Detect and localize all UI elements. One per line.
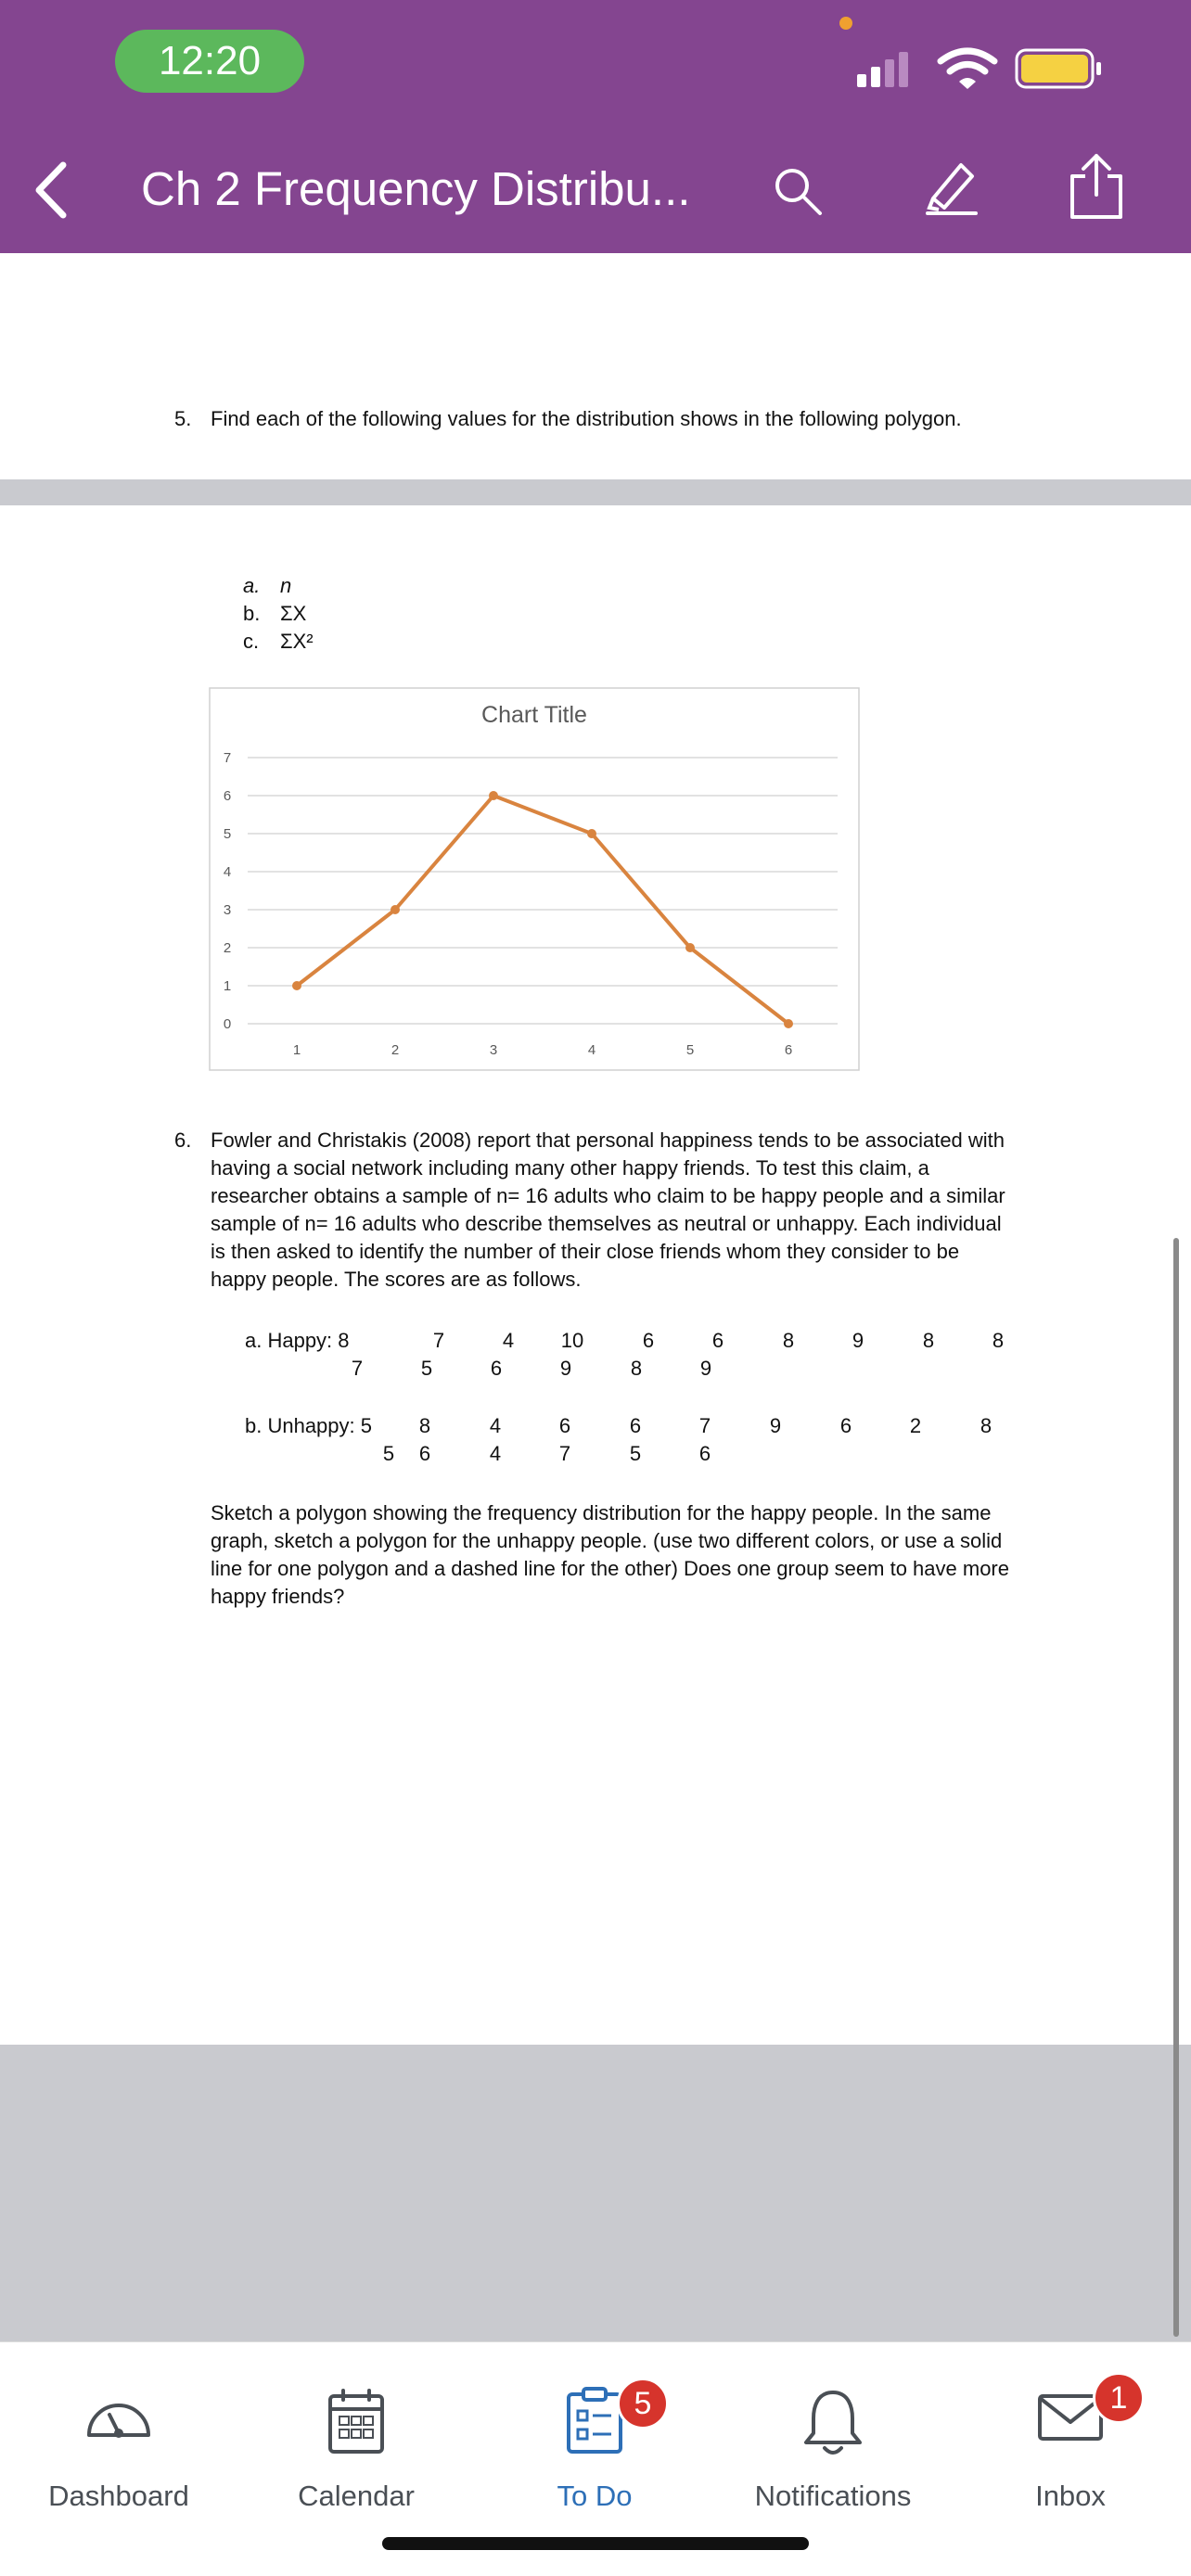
happy-score: 4	[502, 1329, 515, 1352]
chart-title: Chart Title	[481, 702, 587, 728]
tab-inbox-label: Inbox	[1035, 2480, 1106, 2512]
happy-score: 5	[420, 1357, 433, 1380]
tab-inbox[interactable]	[952, 2361, 1189, 2512]
bell-icon	[800, 2387, 865, 2457]
q5-item-b-label: b.	[243, 602, 261, 625]
question-6-line-1: Fowler and Christakis (2008) report that personal happiness tends to be associated with	[211, 1129, 1005, 1152]
question-6-line-5: is then asked to identify the number of their close friends whom they consider to be	[211, 1240, 960, 1263]
chart-frame	[210, 688, 859, 1070]
dashboard-icon	[82, 2387, 156, 2452]
search-icon[interactable]	[772, 165, 824, 217]
happy-score: 9	[559, 1357, 572, 1380]
x-tick-label: 3	[489, 1042, 498, 1058]
sketch-instructions-line-2: graph, sketch a polygon for the unhappy people. (use two different colors, or use a solid	[211, 1529, 1003, 1552]
x-tick-label: 6	[784, 1042, 793, 1058]
inbox-badge: 1	[1093, 2372, 1145, 2424]
happy-score: 7	[351, 1357, 364, 1380]
q5-item-a-text: n	[280, 574, 292, 597]
y-tick-label: 0	[223, 1016, 232, 1032]
tab-dashboard-label: Dashboard	[48, 2480, 189, 2512]
document-page-2	[0, 505, 1191, 2045]
unhappy-score: 8	[980, 1414, 992, 1437]
tab-todo[interactable]	[476, 2361, 713, 2512]
back-button[interactable]	[28, 158, 74, 223]
battery-icon	[1015, 48, 1104, 89]
q5-item-c-text: ΣX²	[280, 630, 314, 653]
sketch-instructions-line-1: Sketch a polygon showing the frequency distribution for the happy people. In the same	[211, 1501, 992, 1524]
happy-score: 9	[699, 1357, 712, 1380]
document-title: Ch 2 Frequency Distribu...	[141, 162, 691, 215]
unhappy-score: 4	[489, 1414, 502, 1437]
data-point	[685, 943, 695, 952]
unhappy-score: 6	[698, 1442, 711, 1465]
frequency-polygon-chart	[209, 687, 860, 1071]
happy-scores-label: a. Happy: 8	[245, 1329, 350, 1352]
q5-item-b-text: ΣX	[280, 602, 307, 625]
tab-notifications[interactable]	[714, 2361, 952, 2512]
calendar-icon	[327, 2387, 386, 2455]
data-point	[784, 1019, 793, 1028]
happy-score: 8	[782, 1329, 795, 1352]
happy-score: 9	[852, 1329, 864, 1352]
vertical-scrollbar[interactable]	[1173, 1238, 1179, 2337]
unhappy-score: 6	[418, 1442, 431, 1465]
q5-item-c-label: c.	[243, 630, 260, 653]
data-point	[292, 981, 301, 990]
tab-calendar-label: Calendar	[298, 2480, 415, 2512]
x-tick-label: 5	[685, 1042, 695, 1058]
question-6-line-2: having a social network including many other happy friends. To test this claim, a	[211, 1156, 929, 1180]
unhappy-score: 9	[769, 1414, 782, 1437]
happy-score: 8	[992, 1329, 1005, 1352]
share-icon[interactable]	[1067, 152, 1126, 221]
tab-dashboard[interactable]	[0, 2361, 237, 2512]
y-tick-label: 1	[223, 978, 232, 994]
question-5-number: 5.	[174, 407, 192, 430]
question-6-number: 6.	[174, 1129, 192, 1152]
unhappy-score: 4	[489, 1442, 502, 1465]
todo-badge: 5	[617, 2378, 669, 2429]
y-tick-label: 2	[223, 940, 232, 956]
y-tick-label: 4	[223, 864, 232, 880]
wifi-icon	[937, 46, 998, 91]
y-tick-label: 3	[223, 902, 232, 918]
tab-todo-label: To Do	[557, 2480, 633, 2512]
home-indicator[interactable]	[382, 2537, 809, 2550]
unhappy-score: 6	[839, 1414, 852, 1437]
happy-score: 8	[922, 1329, 935, 1352]
data-point	[391, 905, 400, 914]
question-6-line-3: researcher obtains a sample of n= 16 adults who claim to be happy people and a similar	[211, 1184, 1005, 1207]
happy-score: 6	[490, 1357, 503, 1380]
tab-calendar[interactable]	[237, 2361, 475, 2512]
happy-score: 10	[560, 1329, 584, 1352]
todo-icon	[565, 2387, 624, 2455]
unhappy-score: 6	[558, 1414, 571, 1437]
unhappy-score: 5	[382, 1442, 395, 1465]
unhappy-score: 5	[629, 1442, 642, 1465]
document-page-1	[0, 253, 1191, 479]
signal-icon	[855, 50, 916, 89]
annotate-pen-icon[interactable]	[924, 158, 980, 217]
happy-score: 7	[432, 1329, 445, 1352]
happy-score: 6	[711, 1329, 724, 1352]
x-tick-label: 4	[587, 1042, 596, 1058]
question-5-text: Find each of the following values for the distribution shows in the following polygon.	[211, 407, 962, 430]
unhappy-score: 7	[558, 1442, 571, 1465]
y-tick-label: 6	[223, 788, 232, 804]
happy-score: 8	[630, 1357, 643, 1380]
app-header	[0, 0, 1191, 253]
privacy-indicator-dot	[839, 17, 852, 30]
unhappy-score: 2	[909, 1414, 922, 1437]
data-point	[587, 829, 596, 838]
data-point	[489, 791, 498, 800]
unhappy-score: 8	[418, 1414, 431, 1437]
y-tick-label: 5	[223, 826, 232, 842]
unhappy-scores-label: b. Unhappy: 5	[245, 1414, 372, 1437]
q5-item-a-label: a.	[243, 574, 261, 597]
unhappy-score: 6	[629, 1414, 642, 1437]
tab-notifications-label: Notifications	[754, 2480, 912, 2512]
unhappy-score: 7	[698, 1414, 711, 1437]
happy-score: 6	[642, 1329, 655, 1352]
status-time: 12:20	[115, 30, 304, 93]
sketch-instructions-line-4: happy friends?	[211, 1585, 345, 1608]
y-tick-label: 7	[223, 750, 232, 766]
x-tick-label: 1	[292, 1042, 301, 1058]
question-6-line-6: happy people. The scores are as follows.	[211, 1268, 582, 1291]
x-tick-label: 2	[391, 1042, 400, 1058]
question-6-line-4: sample of n= 16 adults who describe themselves as neutral or unhappy. Each individual	[211, 1212, 1002, 1235]
sketch-instructions-line-3: line for one polygon and a dashed line for the other) Does one group seem to have more	[211, 1557, 1009, 1580]
